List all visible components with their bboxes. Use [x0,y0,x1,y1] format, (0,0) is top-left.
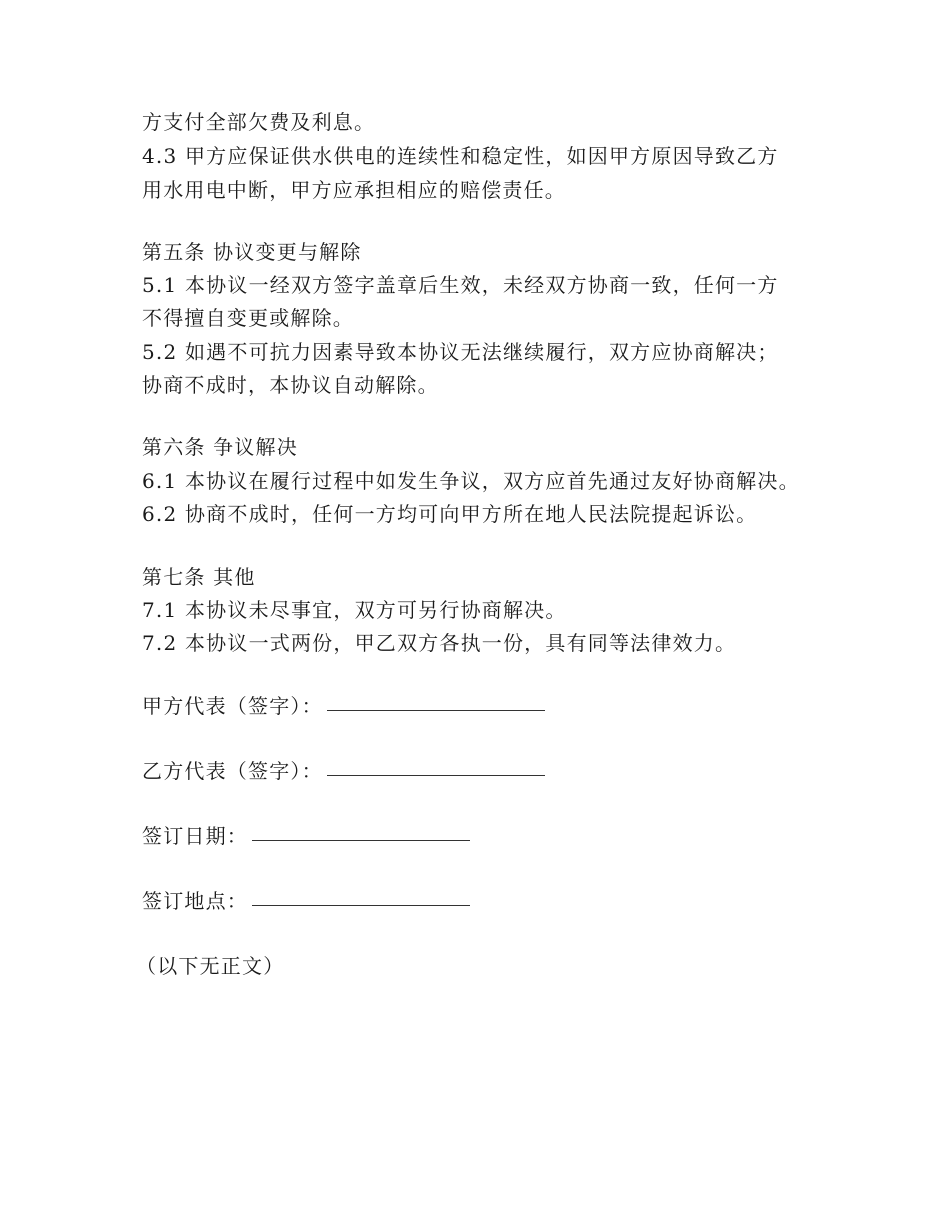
signature-party-b [142,755,545,787]
end-note: （以下无正文） [136,954,285,978]
clause-7-1: 7.1 本协议未尽事宜，双方可另行协商解决。 [142,598,567,622]
signature-label: 甲方代表（签字）： [142,694,323,718]
clause-5-1: 5.1 本协议一经双方签字盖章后生效，未经双方协商一致，任何一方 [142,273,779,297]
clause-6-1: 6.1 本协议在履行过程中如发生争议，双方应首先通过友好协商解决。 [142,469,800,493]
clause-6-2: 6.2 协商不成时，任何一方均可向甲方所在地人民法院提起诉讼。 [142,502,758,526]
article-7-heading: 第七条 其他 [142,565,256,589]
signature-label: 签订日期： [142,824,248,848]
article-5-heading: 第五条 协议变更与解除 [142,240,362,264]
date-blank-line [252,839,470,841]
signing-place [142,885,470,917]
clause-4-3: 4.3 甲方应保证供水供电的连续性和稳定性，如因甲方原因导致乙方 [142,144,779,168]
text-line: 方支付全部欠费及利息。 [142,110,376,134]
text-line: 用水用电中断，甲方应承担相应的赔偿责任。 [142,178,566,202]
clause-5-2: 5.2 如遇不可抗力因素导致本协议无法继续履行，双方应协商解决； [142,340,779,364]
signature-label: 乙方代表（签字）： [142,759,323,783]
text-line: 不得擅自变更或解除。 [142,306,354,330]
signature-party-a [142,690,545,722]
text-line: 协商不成时，本协议自动解除。 [142,373,439,397]
clause-7-2: 7.2 本协议一式两份，甲乙双方各执一份，具有同等法律效力。 [142,631,737,655]
place-blank-line [252,904,470,906]
signature-blank-line [327,709,545,711]
signature-label: 签订地点： [142,889,248,913]
signing-date [142,820,470,852]
signature-blank-line [327,774,545,776]
article-6-heading: 第六条 争议解决 [142,435,298,459]
